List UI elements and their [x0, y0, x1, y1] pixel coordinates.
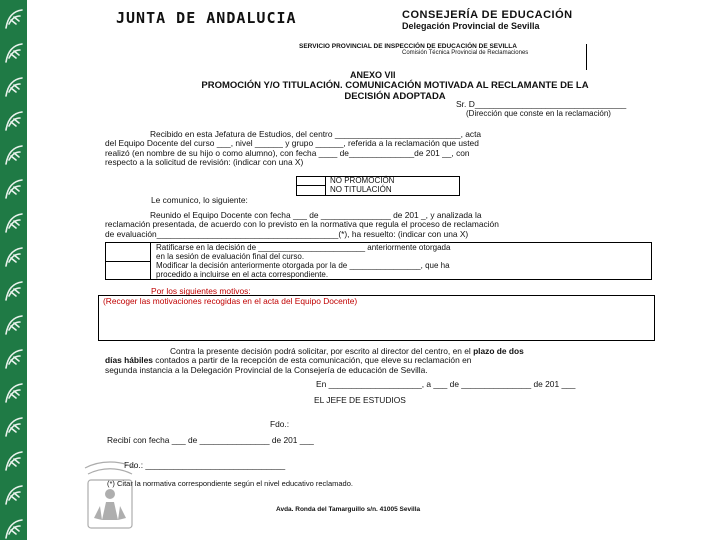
junta-logo-text: JUNTA DE ANDALUCIA [116, 9, 297, 27]
leaf-stroke [6, 384, 22, 402]
footnote: (*) Citar la normativa correspondiente según el nivel educativo reclamado. [107, 479, 353, 488]
emblem-icon [80, 458, 140, 533]
leaf-stroke [6, 520, 22, 538]
recibi-line: Recibí con fecha ___ de _______________ de 201 ___ [107, 435, 314, 445]
leaf-stroke [6, 350, 22, 368]
p3-bold: días hábiles [105, 355, 153, 366]
motivos-title: Por los siguientes motivos: [151, 286, 251, 296]
options-box-resolution [105, 242, 652, 280]
delegacion-title: Delegación Provincial de Sevilla [402, 21, 540, 31]
header-divider [586, 44, 587, 70]
option-line: Ratificarse en la decisión de ________________________ anteriormente otorgada [156, 243, 451, 252]
paragraph-contra [105, 347, 665, 375]
checkbox-divider [150, 243, 151, 279]
p3-text: Contra la presente decisión podrá solicitar, por escrito al director del centro, en el [170, 346, 474, 356]
motivos-box[interactable] [98, 295, 655, 341]
leaf-stroke [6, 112, 22, 130]
option-line: Modificar la decisión anteriormente otorgada por la de ________________, que ha [156, 261, 450, 270]
leaf-stroke [6, 282, 22, 300]
checkbox-no-titulacion[interactable] [297, 186, 325, 195]
leaf-stroke [6, 10, 22, 28]
consejeria-title: CONSEJERÍA DE EDUCACIÓN [402, 9, 573, 21]
p1-line: Recibido en esta Jefatura de Estudios, del centro ___________________________, acta [150, 129, 482, 139]
leaf-stroke [6, 44, 22, 62]
title-line-2: DECISIÓN ADOPTADA [344, 91, 446, 102]
p2-line: reclamación presentada, de acuerdo con lo previsto en la normativa que regula el proceso de reclamación [105, 219, 499, 230]
le-comunico: Le comunico, lo siguiente: [151, 195, 248, 205]
option-no-promocion: NO PROMOCIÓN [330, 176, 395, 185]
option-line: en la sesión de evaluación final del curso. [156, 251, 305, 261]
checkbox-divider [325, 177, 326, 195]
p1-line: respecto a la solicitud de revisión: (indicar con una X) [105, 157, 304, 168]
place-date-line: En ____________________, a ___ de _______________ de 201 ___ [316, 379, 576, 389]
checkbox-ratificarse[interactable] [106, 243, 150, 261]
leaf-stroke [6, 452, 22, 470]
checkbox-no-promocion[interactable] [297, 177, 325, 185]
leaf-stroke [6, 214, 22, 232]
signature-fdo-2: Fdo.: ______________________________ [124, 460, 286, 470]
leaf-pattern-icon [0, 0, 27, 540]
anexo-label: ANEXO VII [350, 70, 396, 80]
p2-line: de evaluación_______________________________________(*), ha resuelto: (indicar con una X) [105, 228, 469, 239]
leaf-stroke [6, 78, 22, 96]
paragraph-reunido [105, 211, 665, 239]
p3-bold: plazo de dos [473, 346, 524, 356]
p1-line: del Equipo Docente del curso ___, nivel ______ y grupo ______, referida a la reclamación que usted [105, 138, 479, 149]
checkbox-modificar[interactable] [106, 262, 150, 279]
jefe-estudios: EL JEFE DE ESTUDIOS [314, 395, 406, 405]
addressee-line: Sr. D________________________________ [456, 99, 627, 109]
andalucia-emblem-watermark [80, 458, 140, 533]
leaf-stroke [6, 486, 22, 504]
address-hint: (Dirección que conste en la reclamación) [466, 109, 611, 118]
comision-tecnica: Comisión Técnica Provincial de Reclamaciones [402, 50, 529, 56]
option-line: procedido a incluirse en el acta correspondiente. [156, 269, 329, 279]
p2-line: Reunido el Equipo Docente con fecha ___ de _______________ de 201 _, y analizada la [150, 210, 482, 220]
motivos-hint: (Recoger las motivaciones recogidas en el acta del Equipo Docente) [103, 296, 358, 306]
leaf-stroke [6, 146, 22, 164]
servicio-provincial: SERVICIO PROVINCIAL DE INSPECCIÓN DE EDUCACIÓN DE SEVILLA [299, 43, 517, 50]
leaf-stroke [6, 248, 22, 266]
title-line-1: PROMOCIÓN Y/O TITULACIÓN. COMUNICACIÓN MOTIVADA AL RECLAMANTE DE LA [201, 80, 589, 91]
p3-line: segunda instancia a la Delegación Provincial de la Consejería de educación de Sevilla. [105, 364, 428, 375]
option-no-titulacion: NO TITULACIÓN [330, 185, 392, 194]
paragraph-received [105, 130, 665, 168]
decorative-sidebar [0, 0, 27, 540]
options-box-decision [296, 176, 460, 196]
p3-text: contados a partir de la recepción de esta comunicación, que eleve su reclamación en [152, 355, 472, 366]
leaf-stroke [6, 316, 22, 334]
option-modificar [156, 262, 450, 279]
option-ratificarse [156, 244, 450, 261]
leaf-stroke [6, 180, 22, 198]
signature-fdo-1: Fdo.: [270, 419, 290, 429]
p1-line: realizó (en nombre de su hijo o como alumno), con fecha ____ de______________de 201 __, con [105, 147, 470, 158]
leaf-stroke [6, 418, 22, 436]
footer-address: Avda. Ronda del Tamarguillo s/n. 41005 Sevilla [276, 506, 421, 513]
